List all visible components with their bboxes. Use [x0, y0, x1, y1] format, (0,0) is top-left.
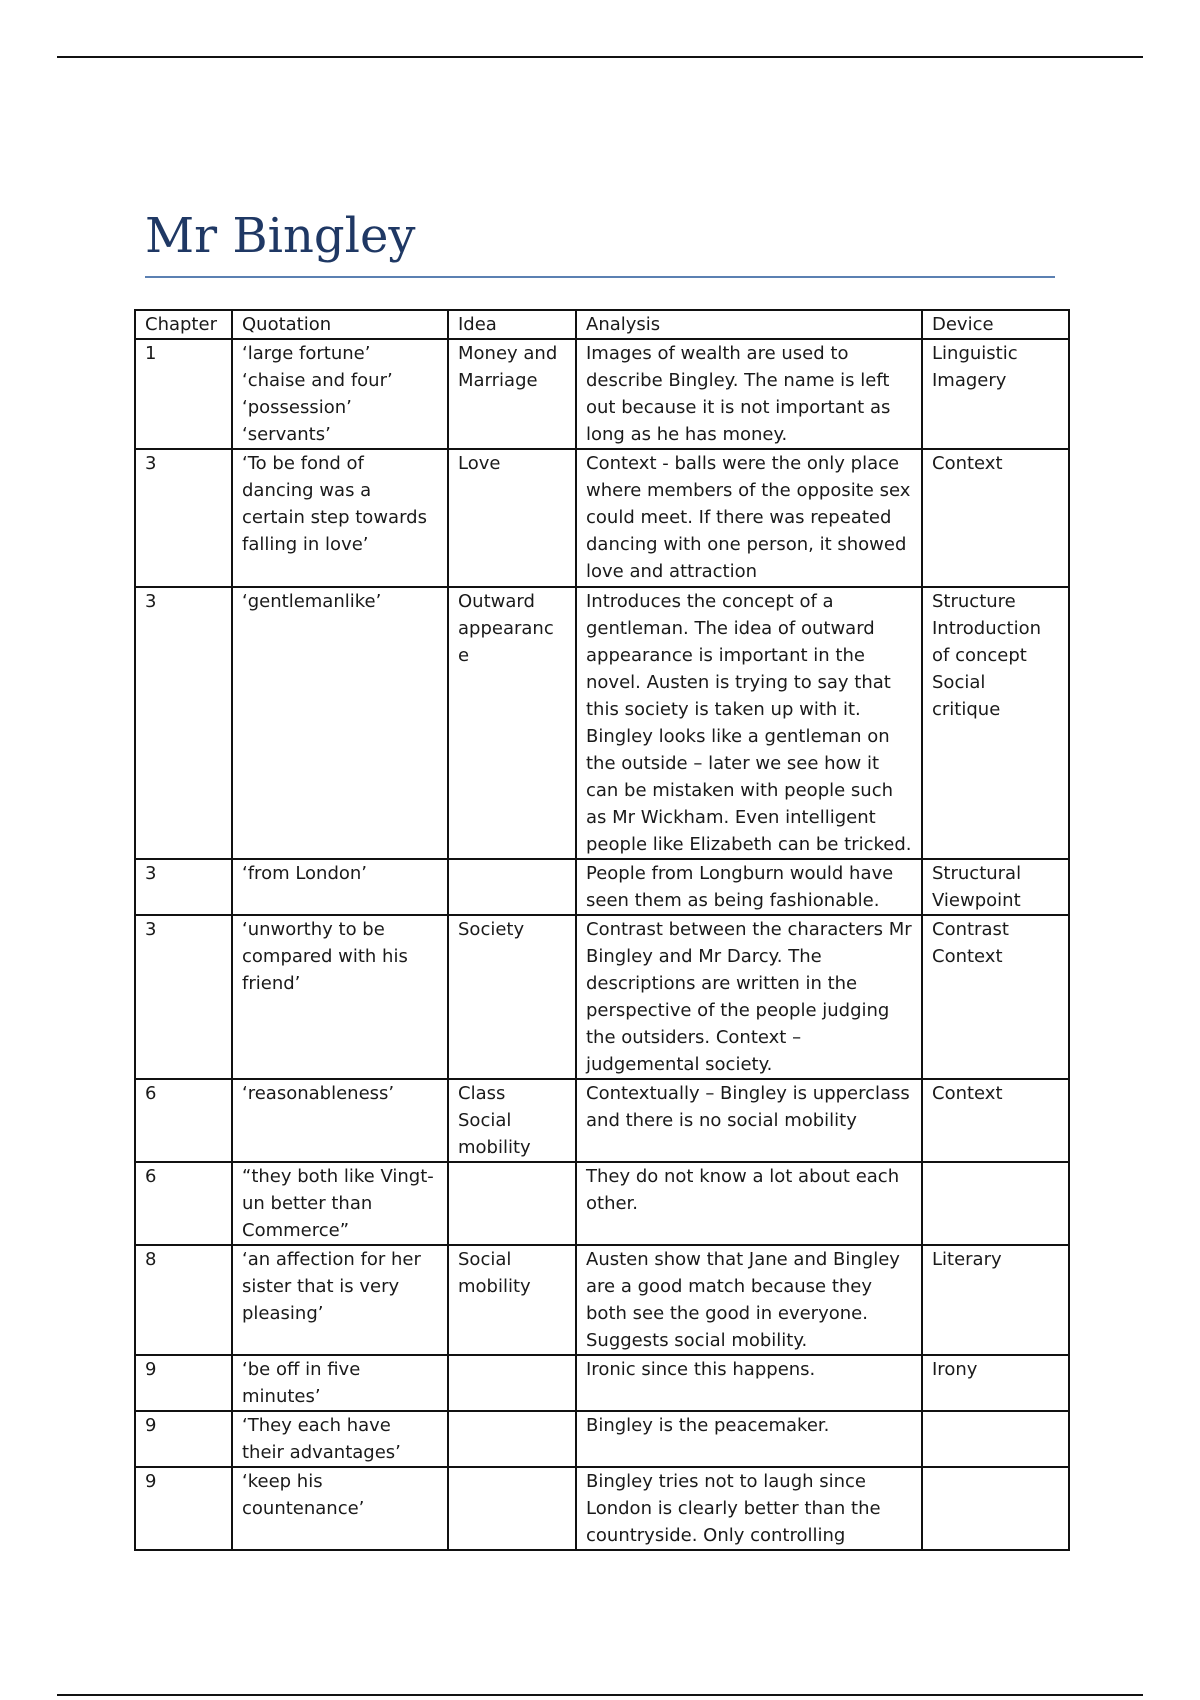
cell-analysis: Ironic since this happens. — [576, 1355, 922, 1411]
cell-chapter: 9 — [135, 1355, 232, 1411]
header-idea: Idea — [448, 310, 576, 339]
cell-idea — [448, 1411, 576, 1467]
idea-text: e — [458, 645, 470, 666]
idea-text: mobility — [458, 1137, 531, 1158]
page-title: Mr Bingley — [145, 208, 416, 264]
cell-chapter: 6 — [135, 1079, 232, 1162]
cell-device — [922, 1411, 1069, 1467]
character-notes-table — [134, 309, 1070, 1551]
cell-analysis: Austen show that Jane and Bingley are a good match because they both see the good in everyone. Suggests social mobility. — [576, 1245, 922, 1355]
cell-idea — [448, 449, 576, 587]
device-text: of concept — [932, 645, 1027, 666]
table-row — [135, 449, 1069, 587]
device-text: Context — [932, 1083, 1003, 1104]
cell-chapter: 9 — [135, 1467, 232, 1550]
quotation-text: ‘possession’ — [242, 397, 352, 418]
header-chapter: Chapter — [135, 310, 232, 339]
idea-text: mobility — [458, 1276, 531, 1297]
idea-text: Class — [458, 1083, 506, 1104]
cell-device — [922, 1355, 1069, 1411]
idea-text: Money and — [458, 343, 558, 364]
header-device: Device — [922, 310, 1069, 339]
cell-chapter: 3 — [135, 915, 232, 1079]
cell-quotation — [232, 1355, 448, 1411]
cell-analysis: Bingley is the peacemaker. — [576, 1411, 922, 1467]
table-row — [135, 1079, 1069, 1162]
cell-device — [922, 449, 1069, 587]
cell-chapter: 3 — [135, 587, 232, 859]
cell-device — [922, 1079, 1069, 1162]
quotation-text: ‘be off in five minutes’ — [242, 1359, 361, 1407]
idea-text: appearanc — [458, 618, 554, 639]
cell-quotation — [232, 915, 448, 1079]
quotation-text: ‘chaise and four’ — [242, 370, 393, 391]
quotation-text: ‘an affection for her sister that is very pleasing’ — [242, 1249, 421, 1324]
device-text: Contrast — [932, 919, 1009, 940]
cell-quotation — [232, 859, 448, 915]
device-text: critique — [932, 699, 1001, 720]
cell-quotation — [232, 1162, 448, 1245]
idea-text: Love — [458, 453, 501, 474]
cell-quotation — [232, 1245, 448, 1355]
idea-text: Social — [458, 1249, 512, 1270]
cell-analysis: Contextually – Bingley is upperclass and there is no social mobility — [576, 1079, 922, 1162]
table-row — [135, 1411, 1069, 1467]
cell-idea — [448, 1079, 576, 1162]
quotation-text: ‘unworthy to be compared with his friend’ — [242, 919, 408, 994]
device-text: Viewpoint — [932, 890, 1021, 911]
header-rule — [57, 56, 1143, 58]
cell-idea — [448, 859, 576, 915]
cell-idea — [448, 1162, 576, 1245]
cell-device — [922, 587, 1069, 859]
cell-chapter: 3 — [135, 449, 232, 587]
table-row — [135, 587, 1069, 859]
quotation-text: ‘To be fond of dancing was a certain step towards falling in love’ — [242, 453, 427, 555]
quotation-text: ‘from London’ — [242, 863, 368, 884]
table-row — [135, 1245, 1069, 1355]
table-row — [135, 1355, 1069, 1411]
cell-quotation — [232, 587, 448, 859]
idea-text: Social — [458, 1110, 512, 1131]
device-text: Social — [932, 672, 986, 693]
device-text: Structure — [932, 591, 1016, 612]
header-analysis: Analysis — [576, 310, 922, 339]
cell-analysis: Images of wealth are used to describe Bingley. The name is left out because it is not important as long as he has money. — [576, 339, 922, 449]
quotation-text: ‘reasonableness’ — [242, 1083, 395, 1104]
cell-analysis: People from Longburn would have seen them as being fashionable. — [576, 859, 922, 915]
cell-quotation — [232, 1467, 448, 1550]
cell-quotation — [232, 339, 448, 449]
cell-idea — [448, 1245, 576, 1355]
quotation-text: ‘large fortune’ — [242, 343, 371, 364]
table-body — [135, 339, 1069, 1550]
cell-analysis: Introduces the concept of a gentleman. The idea of outward appearance is important in the novel. Austen is trying to say that this society is taken up with it. Bingley looks like a gentleman on the outside – later we see how it can be mistaken with people such as Mr Wickham. Even intelligent people like Elizabeth can be tricked. — [576, 587, 922, 859]
device-text: Imagery — [932, 370, 1007, 391]
cell-idea — [448, 339, 576, 449]
table-row — [135, 339, 1069, 449]
cell-analysis: Contrast between the characters Mr Bingley and Mr Darcy. The descriptions are written in the perspective of the people judging the outsiders. Context – judgemental society. — [576, 915, 922, 1079]
cell-chapter: 8 — [135, 1245, 232, 1355]
header-quotation: Quotation — [232, 310, 448, 339]
cell-device — [922, 339, 1069, 449]
cell-chapter: 1 — [135, 339, 232, 449]
table-row — [135, 1162, 1069, 1245]
cell-idea — [448, 1355, 576, 1411]
cell-device — [922, 1162, 1069, 1245]
cell-chapter: 9 — [135, 1411, 232, 1467]
idea-text: Outward — [458, 591, 535, 612]
idea-text: Society — [458, 919, 525, 940]
device-text: Structural — [932, 863, 1022, 884]
title-underline — [145, 276, 1055, 278]
device-text: Linguistic — [932, 343, 1018, 364]
cell-device — [922, 1467, 1069, 1550]
cell-quotation — [232, 1411, 448, 1467]
quotation-text: ‘They each have their advantages’ — [242, 1415, 401, 1463]
cell-chapter: 6 — [135, 1162, 232, 1245]
cell-idea — [448, 1467, 576, 1550]
cell-device — [922, 1245, 1069, 1355]
quotation-text: “they both like Vingt-un better than Commerce” — [242, 1166, 434, 1241]
quotation-text: ‘gentlemanlike’ — [242, 591, 382, 612]
cell-analysis: Context - balls were the only place where members of the opposite sex could meet. If there was repeated dancing with one person, it showed love and attraction — [576, 449, 922, 587]
quotation-text: ‘keep his countenance’ — [242, 1471, 365, 1519]
device-text: Irony — [932, 1359, 978, 1380]
device-text: Literary — [932, 1249, 1002, 1270]
cell-analysis: Bingley tries not to laugh since London is clearly better than the countryside. Only controlling — [576, 1467, 922, 1550]
table-row — [135, 859, 1069, 915]
device-text: Context — [932, 946, 1003, 967]
cell-device — [922, 915, 1069, 1079]
cell-idea — [448, 587, 576, 859]
cell-device — [922, 859, 1069, 915]
device-text: Introduction — [932, 618, 1042, 639]
cell-chapter: 3 — [135, 859, 232, 915]
cell-quotation — [232, 1079, 448, 1162]
quotation-text: ‘servants’ — [242, 424, 331, 445]
table-row — [135, 915, 1069, 1079]
cell-quotation — [232, 449, 448, 587]
device-text: Context — [932, 453, 1003, 474]
table-row — [135, 1467, 1069, 1550]
cell-analysis: They do not know a lot about each other. — [576, 1162, 922, 1245]
cell-idea — [448, 915, 576, 1079]
table-header-row — [135, 310, 1069, 339]
footer-rule — [57, 1694, 1143, 1696]
idea-text: Marriage — [458, 370, 538, 391]
